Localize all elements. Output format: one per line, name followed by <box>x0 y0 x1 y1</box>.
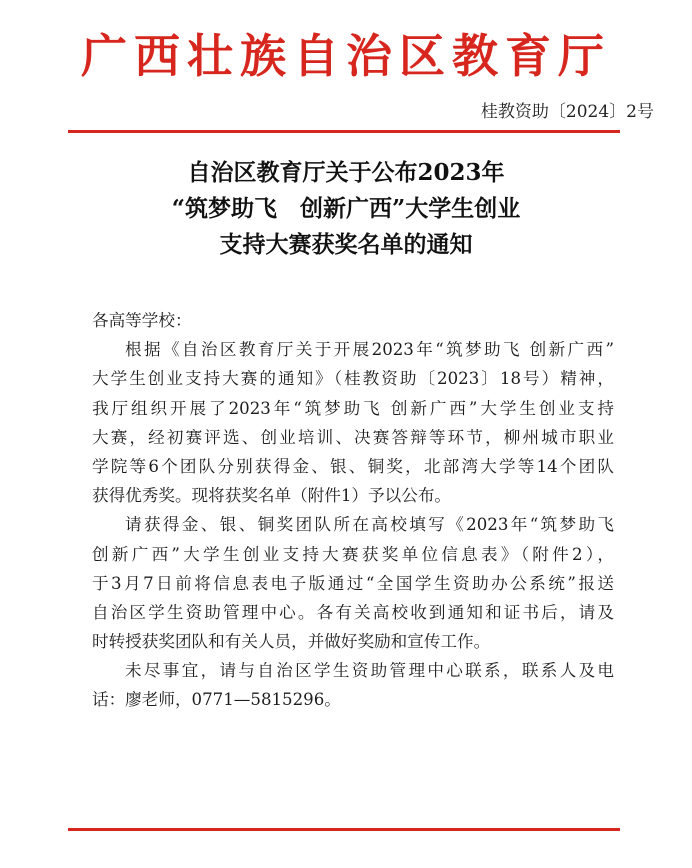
salutation: 各高等学校： <box>92 311 192 330</box>
document-number: 桂教资助〔2024〕2号 <box>480 102 654 122</box>
title-line: “筑梦助飞 创新广西”大学生创业 <box>171 195 521 222</box>
paragraph-line: 我厅组织开展了2023年“筑梦助飞 创新广西”大学生创业支持 <box>92 398 614 418</box>
paragraph-1 <box>92 335 614 510</box>
header-red-rule <box>68 130 620 133</box>
paragraph-line: 时转授获奖团队和有关人员，并做好奖励和宣传工作。 <box>92 632 491 652</box>
paragraph-line: 根据《自治区教育厅关于开展2023年“筑梦助飞 创新广西” <box>125 340 614 360</box>
paragraph-line: 大赛，经初赛评选、创业培训、决赛答辩等环节，柳州城市职业 <box>92 427 614 447</box>
paragraph-line: 大学生创业支持大赛的通知》（桂教资助〔2023〕18号）精神， <box>92 369 614 389</box>
paragraph-line: 于3月7日前将信息表电子版通过“全国学生资助办公系统”报送 <box>92 573 614 593</box>
paragraph-line: 请获得金、银、铜奖团队所在高校填写《2023年“筑梦助飞 <box>125 515 614 535</box>
paragraph-line: 自治区学生资助管理中心。各有关高校收到通知和证书后，请及 <box>92 602 614 622</box>
title-line: 自治区教育厅关于公布2023年 <box>187 159 505 186</box>
document-body <box>92 306 614 715</box>
paragraph-line: 学院等6个团队分别获得金、银、铜奖，北部湾大学等14个团队 <box>92 456 614 476</box>
paragraph-line: 话：廖老师，0771—5815296。 <box>92 690 341 710</box>
paragraph-line: 未尽事宜，请与自治区学生资助管理中心联系，联系人及电 <box>125 661 614 681</box>
agency-header-title: 广西壮族自治区教育厅 <box>81 29 611 83</box>
paragraph-3 <box>92 656 614 714</box>
document-title <box>0 155 692 263</box>
paragraph-2 <box>92 510 614 656</box>
paragraph-line: 获得优秀奖。现将获奖名单（附件1）予以公布。 <box>92 486 452 506</box>
footer-red-rule <box>68 828 620 831</box>
paragraph-line: 创新广西”大学生创业支持大赛获奖单位信息表》（附件2）， <box>92 544 614 564</box>
title-line: 支持大赛获奖名单的通知 <box>219 231 473 258</box>
